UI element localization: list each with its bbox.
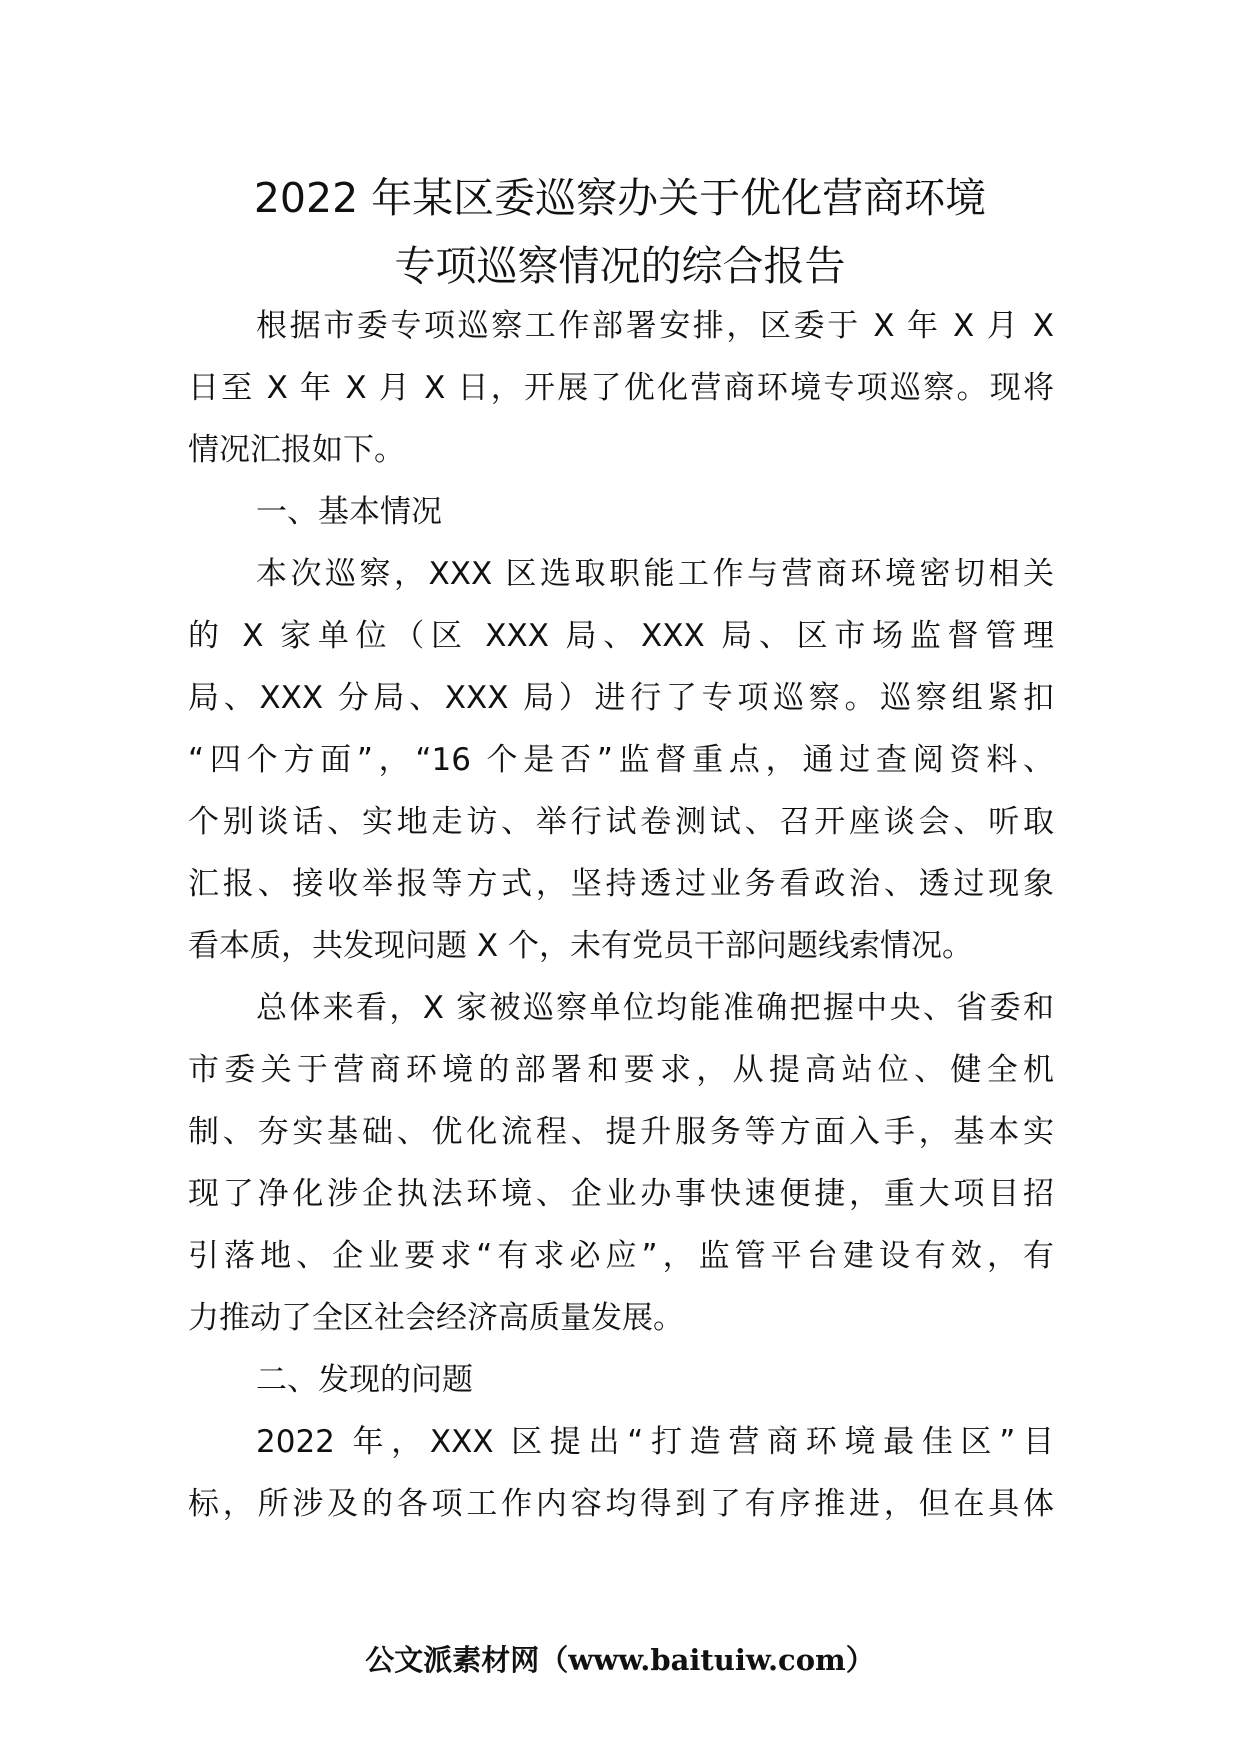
paragraph-problems-line-2: 标，所涉及的各项工作内容均得到了有序推进，但在具体 (188, 1486, 1054, 1522)
section-heading-problems: 二、发现的问题 (256, 1362, 473, 1398)
paragraph-problems-line-1: 2022 年，XXX 区提出“打造营商环境最佳区”目 (256, 1424, 1054, 1460)
paragraph-inspection-line-6: 汇报、接收举报等方式，坚持透过业务看政治、透过现象 (188, 866, 1054, 902)
paragraph-inspection-line-1: 本次巡察，XXX 区选取职能工作与营商环境密切相关 (256, 556, 1054, 592)
report-title-line-1: 2022 年某区委巡察办关于优化营商环境 (253, 174, 987, 222)
paragraph-inspection-line-3: 局、XXX 分局、XXX 局）进行了专项巡察。巡察组紧扣 (188, 680, 1054, 716)
paragraph-overall-line-3: 制、夯实基础、优化流程、提升服务等方面入手，基本实 (188, 1114, 1054, 1150)
paragraph-overall-line-5: 引落地、企业要求“有求必应”，监管平台建设有效，有 (188, 1238, 1054, 1274)
section-heading-basic-situation: 一、基本情况 (256, 494, 442, 530)
paragraph-overall-line-6: 力推动了全区社会经济高质量发展。 (188, 1300, 684, 1336)
paragraph-intro-line-2: 日至 X 年 X 月 X 日，开展了优化营商环境专项巡察。现将 (188, 370, 1054, 406)
paragraph-inspection-line-4: “四个方面”，“16 个是否”监督重点，通过查阅资料、 (188, 742, 1054, 778)
paragraph-overall-line-1: 总体来看，X 家被巡察单位均能准确把握中央、省委和 (256, 990, 1054, 1026)
footer-watermark: 公文派素材网（www.baituiw.com） (365, 1643, 875, 1677)
paragraph-inspection-line-7: 看本质，共发现问题 X 个，未有党员干部问题线索情况。 (188, 928, 973, 964)
paragraph-inspection-line-5: 个别谈话、实地走访、举行试卷测试、召开座谈会、听取 (188, 804, 1054, 840)
paragraph-inspection-line-2: 的 X 家单位（区 XXX 局、XXX 局、区市场监督管理 (188, 618, 1054, 654)
report-title-line-2: 专项巡察情况的综合报告 (394, 242, 846, 290)
paragraph-intro-line-3: 情况汇报如下。 (188, 432, 405, 468)
paragraph-intro-line-1: 根据市委专项巡察工作部署安排，区委于 X 年 X 月 X (256, 308, 1054, 344)
paragraph-overall-line-4: 现了净化涉企执法环境、企业办事快速便捷，重大项目招 (188, 1176, 1054, 1212)
paragraph-overall-line-2: 市委关于营商环境的部署和要求，从提高站位、健全机 (188, 1052, 1054, 1088)
